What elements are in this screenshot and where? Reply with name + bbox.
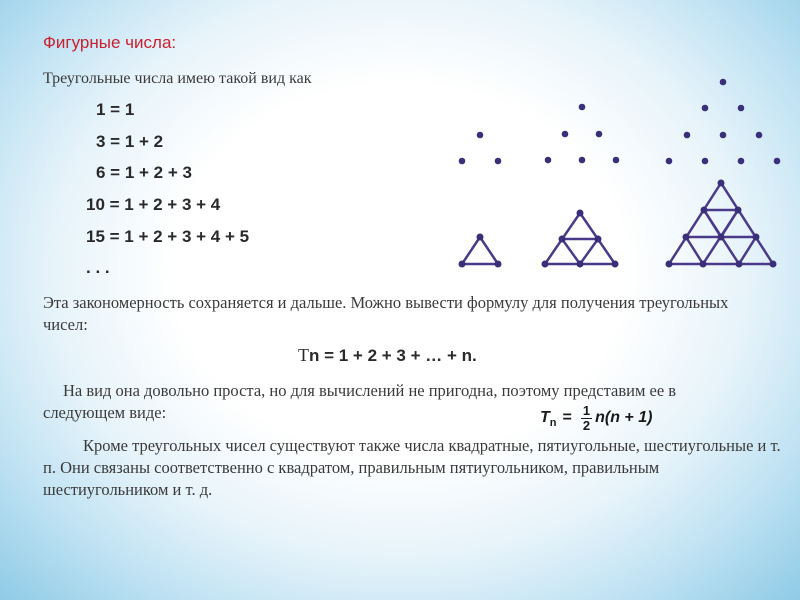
closed-formula-sub: n xyxy=(549,417,557,429)
paragraph-other-numbers: Кроме треугольных чисел существуют также числа квадратные, пятиугольные, шестиугольные и т. п. Они связаны соответственно с квадратом, правильным пятиугольником, правильным шестиугольником и т. д. xyxy=(43,436,781,499)
equation-ellipsis: . . . xyxy=(86,258,110,277)
equation-10: 10 = 1 + 2 + 3 + 4 xyxy=(86,195,221,214)
sum-formula-prefix: T xyxy=(298,345,309,365)
intro-text: Треугольные числа имею такой вид как xyxy=(43,70,312,87)
closed-formula xyxy=(540,398,652,438)
fraction-numerator: 1 xyxy=(582,402,591,418)
slide-title: Фигурные числа: xyxy=(43,33,177,52)
equation-1: 1 = 1 xyxy=(96,100,135,119)
closed-formula-fraction xyxy=(581,404,592,433)
closed-formula-rhs: n(n + 1) xyxy=(595,409,653,426)
paragraph-simplify: На вид она довольно проста, но для вычислений не пригодна, поэтому представим ее в следующем виде: xyxy=(43,381,677,422)
sum-formula-rest: n = 1 + 2 + 3 + … + n. xyxy=(309,346,477,365)
equation-3: 3 = 1 + 2 xyxy=(96,132,164,151)
equation-15: 15 = 1 + 2 + 3 + 4 + 5 xyxy=(86,227,250,246)
triangular-figures-diagram xyxy=(440,65,790,275)
closed-formula-lhs: T xyxy=(540,409,550,426)
equation-6: 6 = 1 + 2 + 3 xyxy=(96,163,192,182)
sum-formula xyxy=(298,345,477,366)
dot-triangles xyxy=(459,79,781,165)
paragraph-pattern: Эта закономерность сохраняется и дальше. Можно вывести формулу для получения треугольных чисел: xyxy=(43,293,729,334)
closed-formula-eq: = xyxy=(562,409,572,426)
line-triangles xyxy=(462,183,773,264)
fraction-denominator: 2 xyxy=(582,417,591,433)
